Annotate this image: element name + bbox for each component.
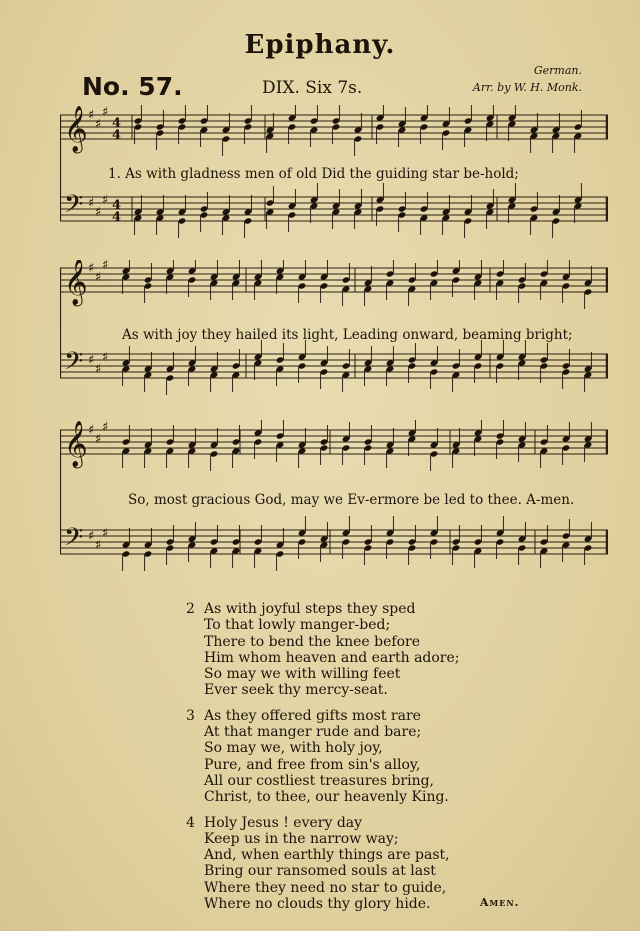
stanza-line: Pure, and free from sin's alloy, bbox=[204, 756, 421, 773]
svg-text:𝄢: 𝄢 bbox=[64, 347, 84, 382]
svg-text:♯: ♯ bbox=[95, 205, 102, 220]
svg-text:𝄢: 𝄢 bbox=[64, 190, 84, 225]
stanza-line: As they offered gifts most rare bbox=[204, 707, 421, 724]
svg-text:𝄢: 𝄢 bbox=[64, 523, 84, 558]
tune-origin: German. bbox=[533, 64, 582, 77]
arranger: Arr. by W. H. Monk. bbox=[472, 81, 582, 94]
stanza-line: All our costliest treasures bring, bbox=[204, 772, 435, 789]
svg-text:♯: ♯ bbox=[88, 196, 95, 211]
svg-text:♯: ♯ bbox=[95, 362, 102, 377]
svg-text:♯: ♯ bbox=[88, 353, 95, 368]
svg-text:♯: ♯ bbox=[88, 423, 95, 438]
stanza-line: Holy Jesus ! every day bbox=[204, 814, 363, 831]
tune-name: DIX. Six 7s. bbox=[262, 78, 363, 98]
svg-text:♯: ♯ bbox=[95, 270, 102, 285]
music-system-2 bbox=[60, 260, 608, 405]
stanza-line: To that lowly manger-bed; bbox=[204, 617, 391, 634]
stanza-number: 2 bbox=[186, 601, 195, 617]
stanza-line: Where no clouds thy glory hide. bbox=[204, 896, 431, 913]
stanza-line: So may we, with holy joy, bbox=[204, 740, 383, 757]
stanza bbox=[186, 708, 460, 806]
svg-text:♯: ♯ bbox=[95, 432, 102, 447]
svg-text:𝄞: 𝄞 bbox=[64, 106, 88, 152]
svg-text:♯: ♯ bbox=[102, 260, 109, 273]
lyric-line-3: So, most gracious God, may we Ev-ermore be led to thee. A-men. bbox=[128, 492, 575, 508]
svg-text:♯: ♯ bbox=[95, 117, 102, 132]
svg-text:♯: ♯ bbox=[95, 538, 102, 553]
attribution bbox=[473, 62, 582, 96]
stanza-line: Bring our ransomed souls at last bbox=[204, 863, 436, 880]
stanza-line: Ever seek thy mercy-seat. bbox=[204, 682, 388, 699]
svg-text:4: 4 bbox=[112, 198, 122, 213]
stanza-line: And, when earthly things are past, bbox=[204, 847, 450, 864]
svg-text:4: 4 bbox=[112, 116, 122, 131]
svg-text:♯: ♯ bbox=[88, 261, 95, 276]
svg-text:♯: ♯ bbox=[102, 105, 109, 120]
stanza bbox=[186, 814, 520, 913]
svg-text:𝄞: 𝄞 bbox=[64, 260, 88, 305]
stanza-line: Keep us in the narrow way; bbox=[204, 830, 399, 847]
music-system-3 bbox=[60, 420, 608, 585]
svg-text:♯: ♯ bbox=[88, 108, 95, 123]
lyric-line-2: As with joy they hailed its light, Leading onward, beaming bright; bbox=[122, 327, 573, 343]
hymn-number: No. 57. bbox=[82, 72, 183, 101]
stanza-number: 4 bbox=[186, 814, 195, 831]
svg-text:♯: ♯ bbox=[102, 420, 109, 435]
stanza bbox=[186, 601, 460, 699]
svg-text:♯: ♯ bbox=[102, 193, 109, 208]
stanza-line: Where they need no star to guide, bbox=[204, 879, 447, 896]
stanza-line: There to bend the knee before bbox=[204, 633, 420, 650]
svg-text:♯: ♯ bbox=[102, 350, 109, 365]
svg-text:𝄞: 𝄞 bbox=[64, 421, 88, 467]
amen-label: Amen. bbox=[479, 896, 520, 910]
music-system-1 bbox=[60, 105, 608, 245]
lyric-line-1: 1. As with gladness men of old Did the guiding star be-hold; bbox=[108, 166, 519, 182]
page-title: Epiphany. bbox=[244, 30, 396, 60]
svg-text:♯: ♯ bbox=[88, 529, 95, 544]
stanza-line: As with joyful steps they sped bbox=[204, 601, 416, 617]
stanza-list bbox=[186, 601, 520, 921]
svg-text:4: 4 bbox=[112, 128, 122, 143]
stanza-line: So may we with willing feet bbox=[204, 666, 401, 683]
svg-text:♯: ♯ bbox=[102, 526, 109, 541]
svg-text:4: 4 bbox=[112, 210, 122, 225]
stanza-number: 3 bbox=[186, 707, 195, 724]
stanza-line: Christ, to thee, our heavenly King. bbox=[204, 789, 449, 806]
stanza-line: Him whom heaven and earth adore; bbox=[204, 649, 460, 666]
stanza-line: At that manger rude and bare; bbox=[204, 724, 422, 741]
